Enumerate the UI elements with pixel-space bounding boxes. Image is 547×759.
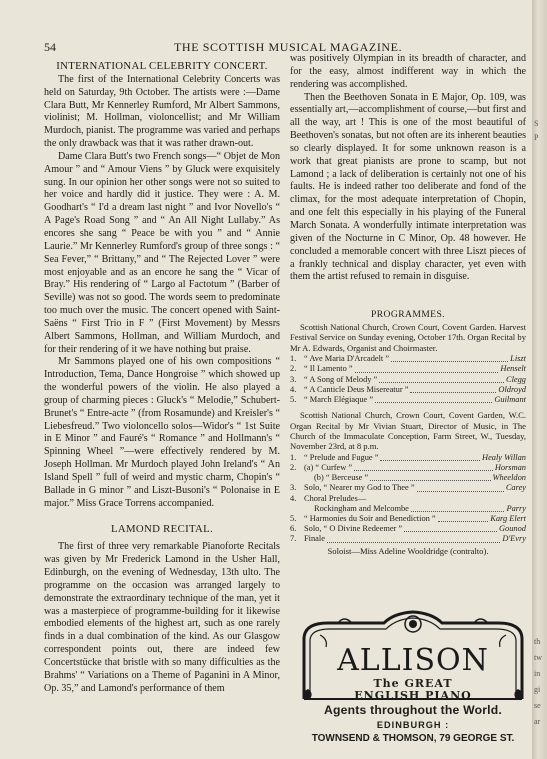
programme-item bbox=[290, 514, 526, 524]
edge-fragment: ar bbox=[534, 717, 541, 726]
article-paragraph: The first of the International Celebrity Concerts was held on Saturday, 9th October. The artists were :—Dame Clara Butt, Mr Kennerley Rumford, Mr Albert Sammons, violinist; M. Hollman, violoncellist; and Mr William Murdoch, pianist. The programme was varied and perhaps the only drawback was that it was rather drawn-out. bbox=[44, 73, 280, 150]
programme-item-title: Solo, “ Nearer my God to Thee ” bbox=[304, 483, 415, 493]
programme-item-title: Finale bbox=[304, 534, 325, 544]
edge-fragment: P bbox=[534, 133, 539, 142]
programme-item-number: 3. bbox=[290, 374, 297, 384]
edge-fragment: in bbox=[534, 669, 541, 678]
programme-item-composer: Carey bbox=[505, 483, 526, 493]
leader-dots bbox=[410, 391, 496, 393]
article-continuation: was positively Olympian in its breadth of character, and for the easy, almost indifferent way in which the rendering was accomplished. bbox=[290, 53, 526, 90]
programme-item-number: 2. bbox=[290, 463, 297, 473]
programme-item-number: 3. bbox=[290, 483, 297, 493]
programmes-heading: PROGRAMMES. bbox=[371, 309, 445, 320]
programme-item-number: 2. bbox=[290, 364, 297, 374]
leader-dots bbox=[404, 530, 497, 532]
programme-item-title: “ Prelude and Fugue ” bbox=[304, 452, 379, 462]
programme-item-title: (a) “ Curfew ” bbox=[304, 463, 353, 473]
programme-item-composer: Gounod bbox=[499, 524, 526, 534]
article-paragraph: Then the Beethoven Sonata in E Major, Op. 109, was essentially art,—accomplishment of course,—but first and all the way, art ! This is one of the most beautiful of Beethoven's sonatas, but not often are its inherent beauties so clearly displayed. It for some unknown reason is a work that great pianists are prone to scamp, but not Lamond ; a lack of deliberation is certainly not one of his faults. He is indeed rather too deliberate and fond of the climax, for the most adequate interpretation of Chopin, and one felt this especially in his playing of the Funeral March Sonata. A wonderfully intimate interpretation was given of the Nocturne in C Minor, Op. 48 however. He concluded a memorable concert with three Liszt pieces of a frankly technical and display character, yet even with them the artist refused to remain in disguise. bbox=[290, 91, 526, 283]
programme-item-composer: Karg Elert bbox=[490, 514, 526, 524]
programme-item bbox=[290, 375, 526, 385]
programme-item bbox=[290, 504, 526, 514]
leader-dots bbox=[355, 371, 499, 373]
advert-brand: ALLISON bbox=[337, 643, 489, 678]
programme-item-title: Rockingham and Melcombe bbox=[314, 503, 409, 513]
programme-item-number: 5. bbox=[290, 514, 297, 524]
leader-dots bbox=[411, 510, 505, 512]
programmes-section bbox=[290, 309, 526, 556]
advert-address: TOWNSEND & THOMSON, 79 GEORGE ST. bbox=[311, 733, 515, 744]
magazine-title: THE SCOTTISH MUSICAL MAGAZINE. bbox=[174, 40, 403, 54]
programme-item-number: 7. bbox=[290, 534, 297, 544]
programme-item bbox=[290, 395, 526, 405]
edge-fragment: th bbox=[534, 637, 541, 646]
right-column bbox=[290, 53, 526, 284]
leader-dots bbox=[380, 459, 480, 461]
article-paragraph: Dame Clara Butt's two French songs—“ Objet de Mon Amour ” and “ Amour Viens ” by Gluck were exquisitely sung. In our opinion her other songs were not so suited to her voice and hardly did it justice. They were : A. M. Goodhart's “ I'd a dream last night ” and Ivor Novello's “ A Page's Road Song ” and “ An All Night Lullaby.” As encores she sang “ Peace be with you ” and “ Annie Laurie.” Mr Kennerley Rumford's group of three songs : “ Sea Fever,” “ Brittany,” and “ The Rejected Lover ” were most enjoyable and as an encore he sang the “ Vicar of Bray.” His rendering of “ Largo al Factotum ” (Barber of Seville) was not so good. The words seem to predominate too much over the music. The concert opened with Saint-Saëns “ First Trio in F ” (First Movement) by Messrs Albert Sammons, Hollman, and William Murdoch, and for their rendering of it we have nothing but praise. bbox=[44, 150, 280, 355]
programme-item bbox=[290, 473, 526, 483]
allison-piano-advert bbox=[298, 609, 528, 749]
programme-item-title: (b) “ Berceuse ” bbox=[314, 473, 369, 483]
leader-dots bbox=[375, 401, 492, 403]
leader-dots bbox=[379, 381, 504, 383]
advert-city: EDINBURGH : bbox=[376, 720, 450, 730]
programme-list bbox=[290, 453, 526, 545]
programme-item-number: 5. bbox=[290, 395, 297, 405]
programme-item bbox=[290, 364, 526, 374]
article-heading-lamond-recital: LAMOND RECITAL. bbox=[111, 522, 213, 535]
programme-item-title: “ A Canticle Deus Misereatur ” bbox=[304, 384, 409, 394]
programme-item-composer: Oldroyd bbox=[498, 384, 526, 394]
programme-intro: Scottish National Church, Crown Court, Covent Garden, W.C. Organ Recital by Mr Vivian Stuart, Director of Music, in The Church of the Immaculate Conception, Farm Street, W., Tuesday, November 23rd, at 8 p.m. bbox=[290, 410, 526, 452]
edge-fragment: gi bbox=[534, 685, 541, 694]
programme-item-title: “ A Song of Melody ” bbox=[304, 374, 378, 384]
edge-fragment: se bbox=[534, 701, 541, 710]
programme-item-composer: D'Evry bbox=[502, 534, 526, 544]
programme-item-composer: Clegg bbox=[505, 374, 526, 384]
programme-item-composer: Horsman bbox=[494, 463, 526, 473]
programme-item-title: “ Harmonies du Soir and Benediction ” bbox=[304, 514, 436, 524]
leader-dots bbox=[438, 520, 489, 522]
left-column bbox=[44, 60, 280, 696]
programme-item-composer: Healy Willan bbox=[482, 452, 526, 462]
programme-item bbox=[290, 534, 526, 544]
advert-agents: Agents throughout the World. bbox=[323, 703, 502, 717]
programme-item-title: “ Il Lamento ” bbox=[304, 364, 353, 374]
soloist-note: Soloist—Miss Adeline Wooldridge (contralto). bbox=[327, 545, 489, 556]
programme-item bbox=[290, 494, 526, 504]
programme-item-composer: Liszt bbox=[510, 354, 526, 364]
programme-item-title: Solo, “ O Divine Redeemer ” bbox=[304, 524, 403, 534]
programme-item-title: “ March Elégiaque ” bbox=[304, 395, 374, 405]
programme-item-composer: Parry bbox=[506, 503, 526, 513]
programme-item bbox=[290, 483, 526, 493]
programme-item-number: 1. bbox=[290, 452, 297, 462]
programme-item-composer: Henselt bbox=[500, 364, 526, 374]
programme-item-title: “ Ave Maria D'Arcadelt ” bbox=[304, 354, 390, 364]
programme-item bbox=[290, 385, 526, 395]
programme-item-title: Choral Preludes— bbox=[304, 493, 367, 503]
programme-item bbox=[290, 354, 526, 364]
edge-fragment: tw bbox=[534, 653, 542, 662]
leader-dots bbox=[354, 469, 493, 471]
programme-list bbox=[290, 354, 526, 405]
article-heading-celebrity-concert: INTERNATIONAL CELEBRITY CONCERT. bbox=[56, 60, 268, 72]
programme-item bbox=[290, 453, 526, 463]
leader-dots bbox=[327, 541, 500, 543]
programme-item bbox=[290, 463, 526, 473]
programme-item-composer: Wheeldon bbox=[492, 473, 526, 483]
edge-fragment: S bbox=[534, 119, 539, 128]
leader-dots bbox=[417, 490, 504, 492]
advert-tagline: ENGLISH PIANO bbox=[354, 689, 472, 702]
programme-item-composer: Guilmant bbox=[494, 395, 526, 405]
programme-item bbox=[290, 524, 526, 534]
programme-item-number: 6. bbox=[290, 524, 297, 534]
programme-item-number: 4. bbox=[290, 384, 297, 394]
programme-item-number: 1. bbox=[290, 354, 297, 364]
leader-dots bbox=[370, 479, 490, 481]
article-paragraph: The first of three very remarkable Pianoforte Recitals was given by Mr Frederick Lamond in the Usher Hall, Edinburgh, on the evening of Wednesday, 13th ulto. The programme on the occasion was arranged largely to demonstrate the extraordinary technique of the man, yet it was a masterpiece of programme-building for it likewise embodied elements of the highest art, such as one rarely finds in a dual combination of the kind. As our Glasgow correspondent points out, there are indeed few Concertstücke that bristle with so many difficulties as the Brahms' “ Variations on a Theme of Paganini in A Minor, Op. 35,” and Lamond's performance of them bbox=[44, 541, 280, 694]
leader-dots bbox=[391, 360, 508, 362]
article-paragraph: Mr Sammons played one of his own compositions “ Introduction, Tema, Dance Hongroise ” which showed up the wonderful powers of the violin. He also played a group of charming pieces : Gluck's “ Melodie,” Schubert-Brunet's “ Entre-acte ” (from Rosamunde) and Kreisler's “ Liebesfreud.” Two violoncello solos—Widor's “ 1st Suite in E Minor ” and Fauré's “ Romance ” and Hollmann's “ Spinning Wheel ”—were effectively rendered by M. Joseph Hollman. Mr Murdoch played John Ireland's “ An Island Spell ” full of weird and mystic charm, Chopin's “ Ballade in G minor ” and Liszt-Busoni's “ Polonaise in E major.” Miss Grace Torrens accompanied. bbox=[44, 356, 280, 509]
programme-item-number: 4. bbox=[290, 493, 297, 503]
advert-tagline: The GREAT bbox=[373, 677, 453, 690]
programme-intro: Scottish National Church, Crown Court, Covent Garden. Harvest Festival Service on Sunday evening, October 17th. Organ Recital by Mr A. Edwards, Organist and Choirmaster. bbox=[290, 322, 526, 353]
adjacent-page-edge bbox=[532, 0, 547, 759]
page-number: 54 bbox=[44, 40, 56, 54]
